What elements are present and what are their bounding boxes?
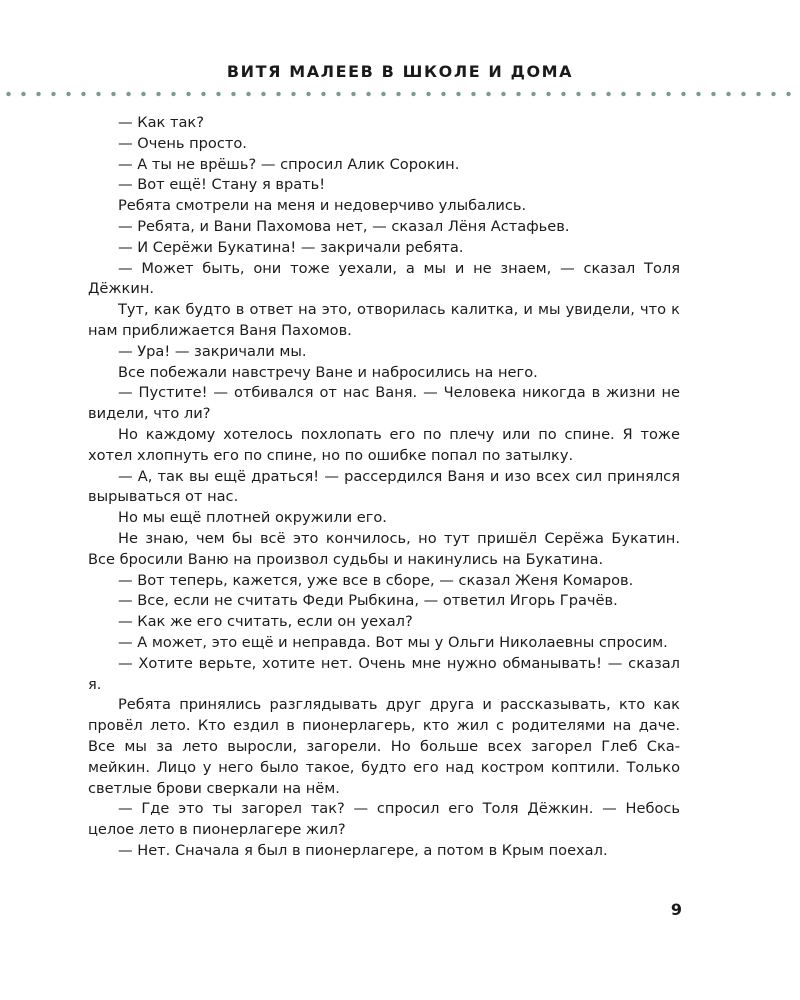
paragraph: — Ребята, и Вани Пахомова нет, — сказал Лёня Астафьев. [118,217,570,235]
paragraph: — И Серёжи Букатина! — закричали ребята. [118,238,464,256]
paragraph: Все побежали навстречу Ване и набросились на него. [118,363,538,381]
paragraph: — Где это ты загорел так? — спросил его Толя Дёжкин. — Небось целое лето в пионерлагере жил? [88,800,680,839]
paragraph: — Как так? [118,114,204,131]
page-number: 9 [670,900,682,919]
paragraph: — Как же его считать, если он уехал? [118,613,413,631]
paragraph: — Очень просто. [118,134,247,152]
paragraph: Ребята принялись разглядывать друг друга и рассказывать, кто как провёл лето. Кто ездил в пионерлагерь, кто жил с родителями на даче. Все мы за лето выросли, загорели. Но больше всех загорел Глеб Скамейкин. Лицо у него было такое, будто его над костром коптили. Только светлые брови сверкали на нём. [88,696,680,797]
paragraph: — Вот ещё! Стану я врать! [118,176,326,194]
paragraph: — Нет. Сначала я был в пионерлагере, а потом в Крым поехал. [118,841,608,859]
paragraph: — Все, если не считать Феди Рыбкина, — ответил Игорь Грачёв. [118,592,618,610]
paragraph: — Вот теперь, кажется, уже все в сборе, — сказал Женя Комаров. [118,571,634,589]
paragraph: Ребята смотрели на меня и недоверчиво улыбались. [118,197,527,215]
dotted-divider [0,91,800,97]
paragraph: Тут, как будто в ответ на это, отворилась калитка, и мы увидели, что к нам приближается Ваня Пахомов. [88,301,680,339]
paragraph: — Хотите верьте, хотите нет. Очень мне нужно обманывать! — сказал я. [88,654,680,693]
paragraph: — А ты не врёшь? — спросил Алик Сорокин. [118,155,460,173]
paragraph: — Может быть, они тоже уехали, а мы и не знаем, — сказал Толя Дёжкин. [88,259,680,298]
paragraph: — Пустите! — отбивался от нас Ваня. — Человека никогда в жизни не видели, что ли? [88,384,680,423]
paragraph: Но каждому хотелось похлопать его по плечу или по спине. Я тоже хотел хлопнуть его по спине, но по ошибке попал по затылку. [88,425,680,464]
text-body [88,113,680,862]
paragraph: Не знаю, чем бы всё это кончилось, но тут пришёл Серёжа Букатин. Все бросили Ваню на произвол судьбы и накинулись на Букатина. [88,529,680,568]
paragraph: — А, так вы ещё драться! — рассердился Ваня и изо всех сил принялся вырываться от нас. [88,467,680,506]
paragraph: — А может, это ещё и неправда. Вот мы у Ольги Николаевны спросим. [118,633,668,651]
paragraph: — Ура! — закричали мы. [118,342,307,360]
paragraph: Но мы ещё плотней окружили его. [118,509,387,527]
running-header-title: ВИТЯ МАЛЕЕВ В ШКОЛЕ И ДОМА [226,62,574,81]
